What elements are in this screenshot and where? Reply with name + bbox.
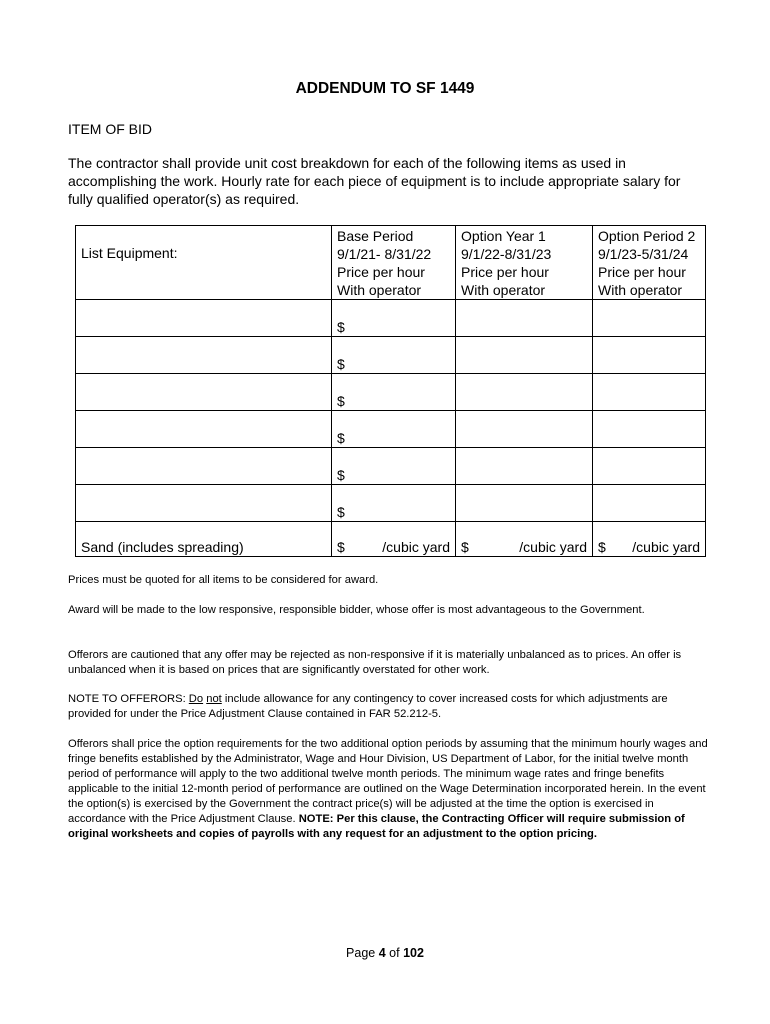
option1-price-cell[interactable] xyxy=(456,300,593,337)
option2-price-cell[interactable] xyxy=(593,448,706,485)
award-note: Award will be made to the low responsive, responsible bidder, whose offer is most advantageous to the Government. xyxy=(68,604,645,616)
note-body: include allowance for any contingency to cover increased costs for which adjustments are provided for under the Price Adjustment Clause contained in FAR 52.212-5. xyxy=(68,693,668,720)
equipment-cell[interactable] xyxy=(76,411,332,448)
list-equipment-header xyxy=(76,226,332,300)
dollar-sign: $ xyxy=(337,430,345,446)
section-heading: ITEM OF BID xyxy=(68,121,152,137)
base-price-cell[interactable] xyxy=(332,485,456,522)
sand-label: Sand (includes spreading) xyxy=(81,539,244,555)
header-line: With operator xyxy=(461,282,546,298)
unit-label: /cubic yard xyxy=(632,539,700,555)
option2-price-cell[interactable] xyxy=(593,337,706,374)
dollar-sign: $ xyxy=(598,539,606,555)
equipment-cell[interactable] xyxy=(76,485,332,522)
header-line: With operator xyxy=(598,282,683,298)
dollar-sign: $ xyxy=(461,539,469,555)
option1-price-cell[interactable] xyxy=(456,411,593,448)
unit-label: /cubic yard xyxy=(519,539,587,555)
table-row xyxy=(76,411,706,448)
page-total: 102 xyxy=(403,946,424,960)
of-word: of xyxy=(389,946,400,960)
header-line: With operator xyxy=(337,282,422,298)
equipment-cell[interactable] xyxy=(76,448,332,485)
header-line: 9/1/23-5/31/24 xyxy=(598,246,689,262)
base-price-cell[interactable] xyxy=(332,337,456,374)
option-year-1-header xyxy=(456,226,593,300)
header-line: Option Period 2 xyxy=(598,228,696,244)
list-equipment-label: List Equipment: xyxy=(81,245,178,261)
equipment-cell[interactable] xyxy=(76,300,332,337)
base-period-header xyxy=(332,226,456,300)
unbalanced-note: Offerors are cautioned that any offer may be rejected as non-responsive if it is materially unbalanced as to prices. An offer is unbalanced when it is based on prices that are significantly overstated for other work. xyxy=(68,649,682,676)
header-line: 9/1/21- 8/31/22 xyxy=(337,246,432,262)
option2-price-cell[interactable] xyxy=(593,485,706,522)
dollar-sign: $ xyxy=(337,393,345,409)
equipment-cell[interactable] xyxy=(76,337,332,374)
table-row xyxy=(76,485,706,522)
header-line: Price per hour xyxy=(337,264,425,280)
dollar-sign: $ xyxy=(337,467,345,483)
not-word: not xyxy=(206,693,222,705)
option-period-2-header xyxy=(593,226,706,300)
option2-price-cell[interactable] xyxy=(593,300,706,337)
table-row xyxy=(76,300,706,337)
option2-price-cell[interactable] xyxy=(593,374,706,411)
base-price-cell[interactable] xyxy=(332,300,456,337)
note-to-offerors xyxy=(68,692,708,722)
sand-base-price-cell[interactable] xyxy=(332,522,456,557)
table-header-row xyxy=(76,226,706,300)
header-line: 9/1/22-8/31/23 xyxy=(461,246,552,262)
header-line: Base Period xyxy=(337,228,414,244)
table-row xyxy=(76,448,706,485)
option-pricing-note: NOTE: Per this clause, the Contracting Officer will require submission of original worksheets and copies of payrolls with any request for an adjustment to the option pricing. xyxy=(68,813,685,840)
option2-price-cell[interactable] xyxy=(593,411,706,448)
sand-option1-price-cell[interactable] xyxy=(456,522,593,557)
dollar-sign: $ xyxy=(337,319,345,335)
base-price-cell[interactable] xyxy=(332,411,456,448)
option1-price-cell[interactable] xyxy=(456,374,593,411)
page-title: ADDENDUM TO SF 1449 xyxy=(295,80,475,97)
header-line: Option Year 1 xyxy=(461,228,546,244)
option1-price-cell[interactable] xyxy=(456,337,593,374)
note-prefix: NOTE TO OFFERORS: xyxy=(68,693,189,705)
dollar-sign: $ xyxy=(337,504,345,520)
dollar-sign: $ xyxy=(337,539,345,555)
intro-paragraph: The contractor shall provide unit cost breakdown for each of the following items as used in accomplishing the work. Hourly rate for each piece of equipment is to include appropriate salary for fully qualified operator(s) as required. xyxy=(68,155,681,207)
base-price-cell[interactable] xyxy=(332,374,456,411)
sand-option2-price-cell[interactable] xyxy=(593,522,706,557)
sand-row xyxy=(76,522,706,557)
header-line: Price per hour xyxy=(598,264,686,280)
sand-label-cell xyxy=(76,522,332,557)
table-row xyxy=(76,337,706,374)
table-row xyxy=(76,374,706,411)
dollar-sign: $ xyxy=(337,356,345,372)
page-number: 4 xyxy=(378,946,386,960)
base-price-cell[interactable] xyxy=(332,448,456,485)
header-line: Price per hour xyxy=(461,264,549,280)
option1-price-cell[interactable] xyxy=(456,485,593,522)
do-word: Do xyxy=(188,693,204,705)
equipment-cell[interactable] xyxy=(76,374,332,411)
page-footer xyxy=(0,946,770,960)
page-word: Page xyxy=(346,946,376,960)
bid-table xyxy=(75,225,706,557)
option-pricing-text: Offerors shall price the option requirements for the two additional option periods by assuming that the minimum hourly wages and fringe benefits established by the Administrator, Wage and Hour Division, US Department of Labor, for the initial twelve month period of performance will apply to the two additional twelve month periods. The minimum wage rates and fringe benefits applicable to the initial 12-month period of performance are outlined on the Wage Determination incorporated herein. In the event the option(s) is exercised by the Government the contract price(s) will be adjusted at the time the option is exercised in accordance with the Price Adjustment Clause. xyxy=(68,738,708,825)
option-pricing-paragraph xyxy=(68,737,708,842)
prices-note: Prices must be quoted for all items to be considered for award. xyxy=(68,574,379,586)
unit-label: /cubic yard xyxy=(382,539,450,555)
option1-price-cell[interactable] xyxy=(456,448,593,485)
